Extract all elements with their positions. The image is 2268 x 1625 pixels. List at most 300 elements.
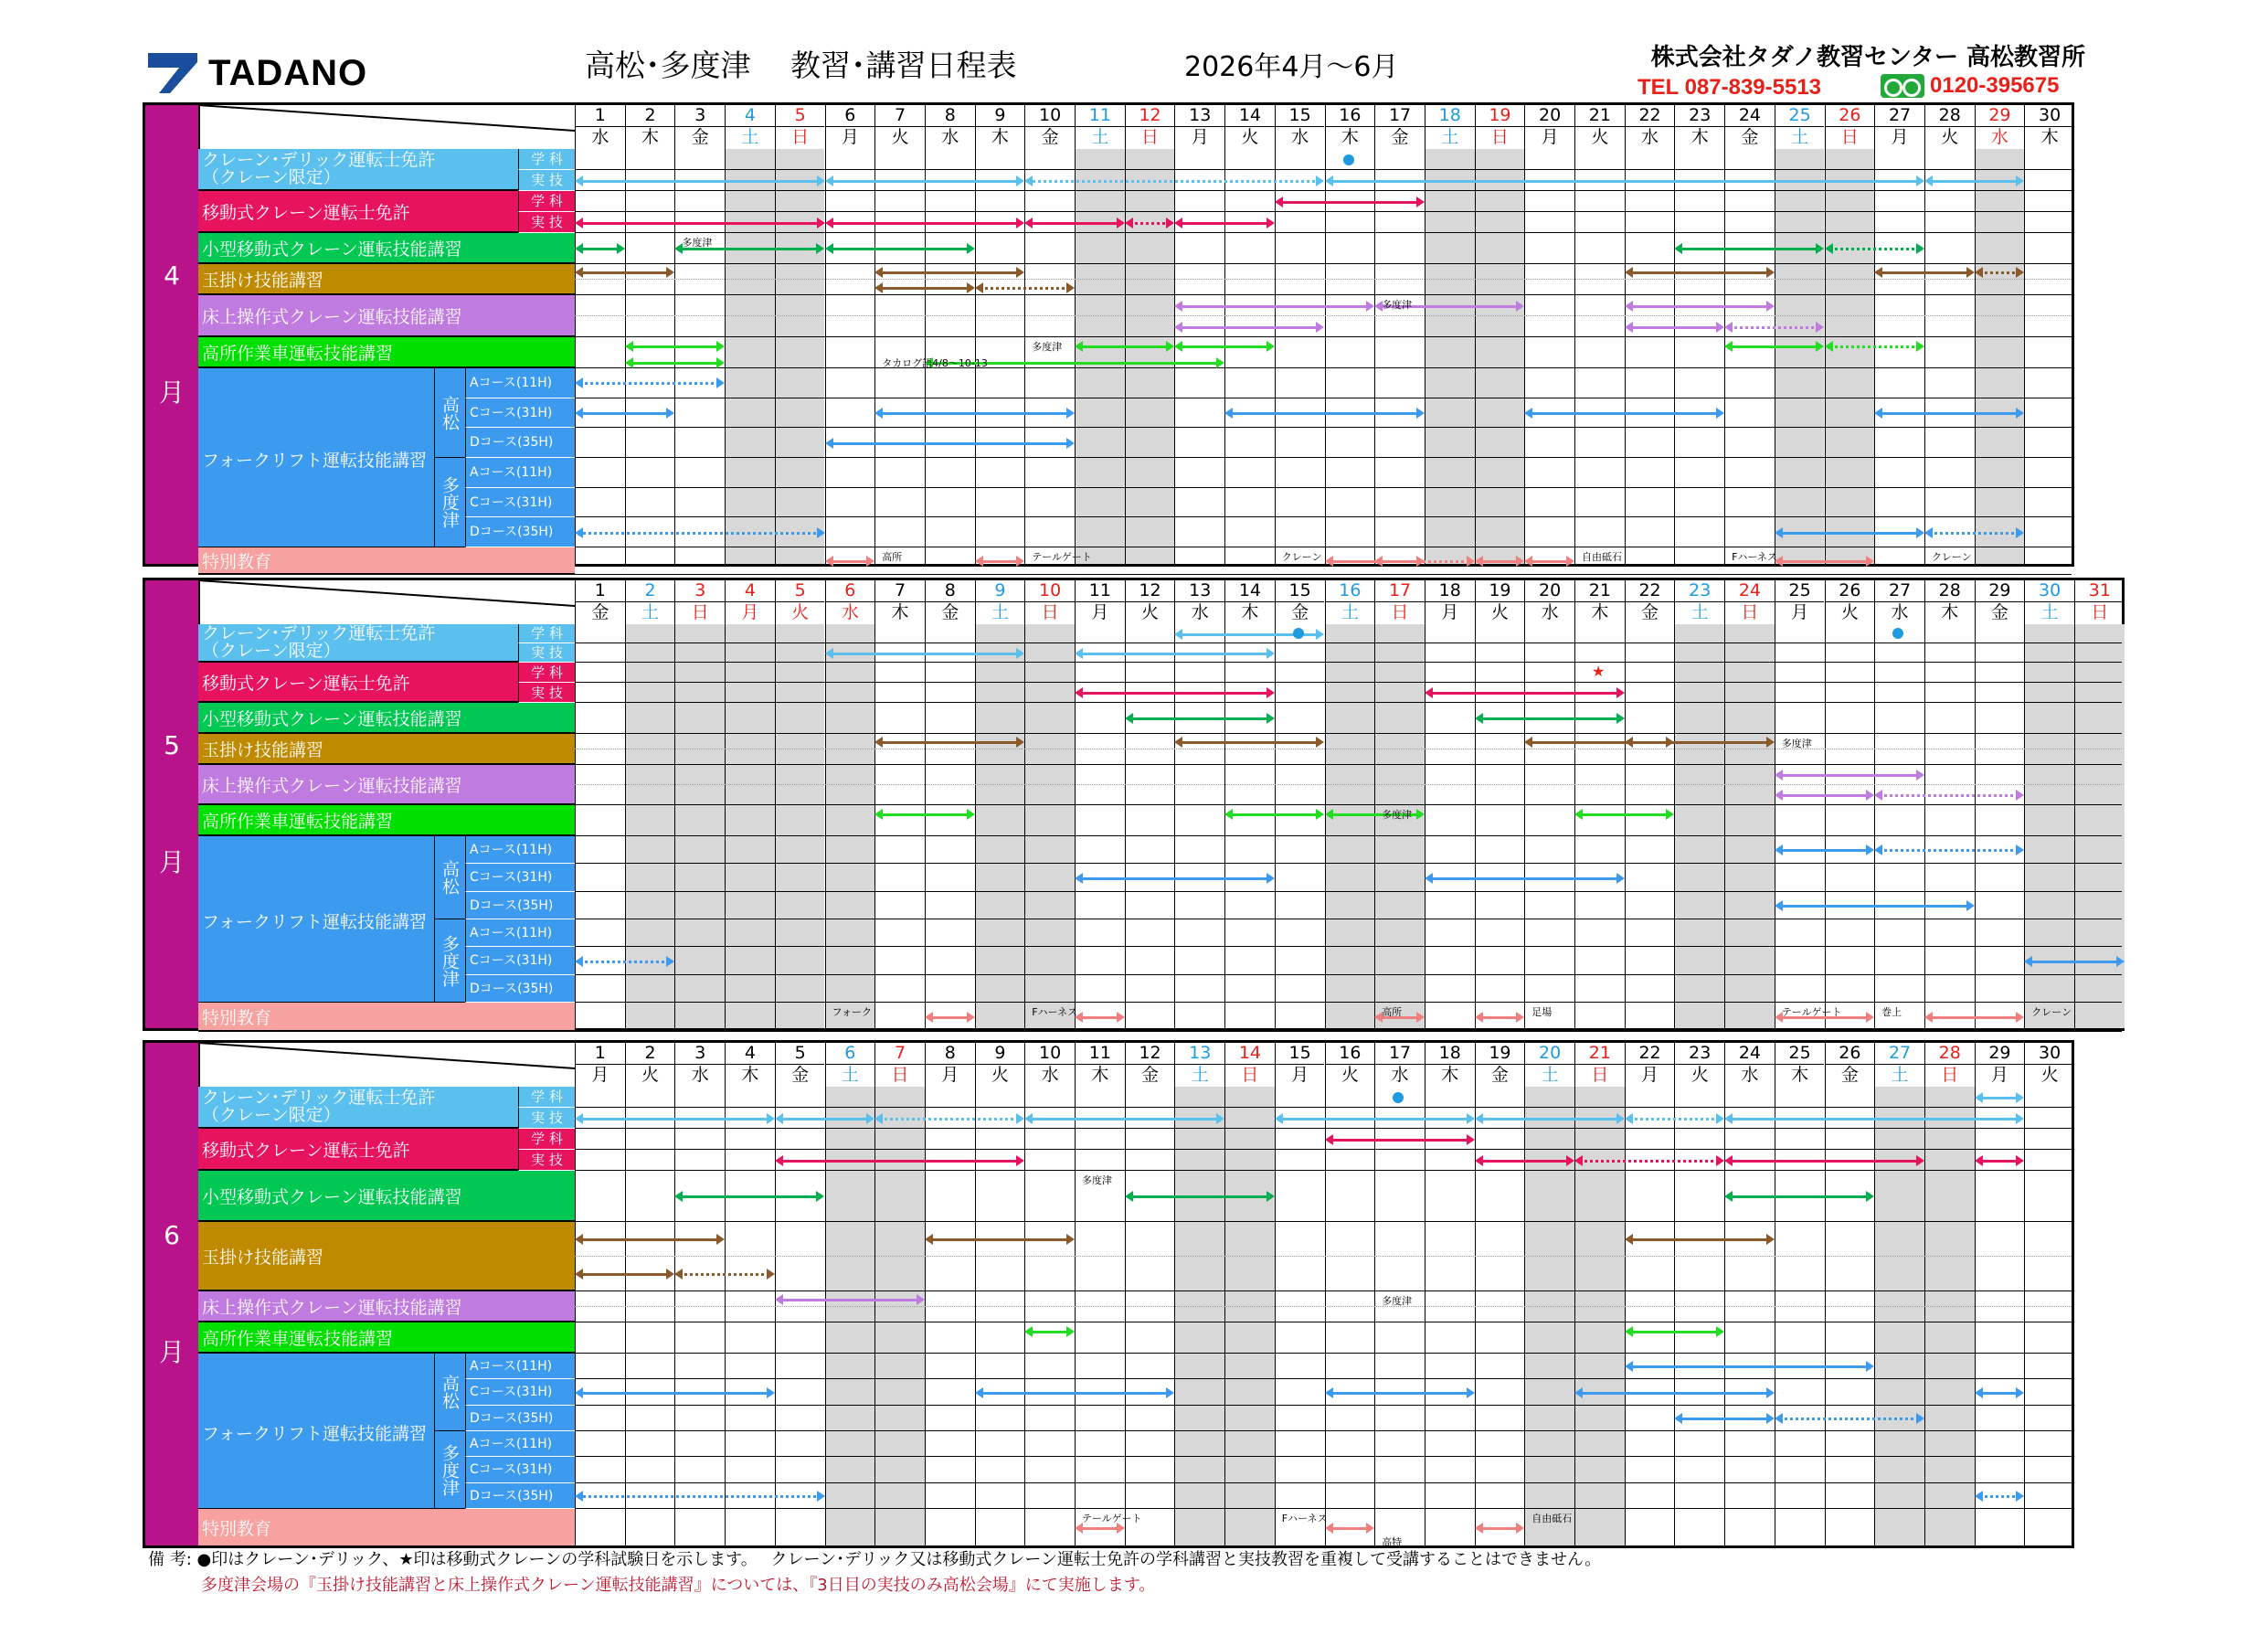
weekday: 土 xyxy=(1690,602,1709,622)
weekday: 日 xyxy=(1391,602,1409,622)
sub-label-gakka xyxy=(518,1129,575,1150)
row-label-floor_crane xyxy=(198,765,575,805)
weekday: 月 xyxy=(941,1065,959,1085)
weekday: 土 xyxy=(1891,1065,1909,1085)
schedule-bar xyxy=(1978,1392,2021,1395)
day-number: 20 xyxy=(1525,105,1574,127)
weekday: 日 xyxy=(1941,1065,1959,1085)
day-header xyxy=(975,105,1025,149)
day-header xyxy=(1975,580,2025,624)
day-number: 17 xyxy=(1375,105,1425,127)
weekday: 金 xyxy=(1990,602,2008,622)
schedule-row xyxy=(575,919,2122,947)
sub-label-text: 学 科 xyxy=(531,625,563,642)
row-label-aerial xyxy=(198,1322,575,1354)
schedule-bar xyxy=(1478,1160,1571,1163)
weekday: 日 xyxy=(1141,127,1160,147)
day-header xyxy=(1574,105,1625,149)
row-label-text: 玉掛け技能講習 xyxy=(202,270,324,291)
day-number: 10 xyxy=(1025,580,1075,602)
day-number: 9 xyxy=(976,1043,1025,1065)
weekday: 日 xyxy=(1840,127,1859,147)
venue-tadotsu xyxy=(434,458,465,547)
day-header xyxy=(2024,580,2074,624)
day-number: 1 xyxy=(576,105,625,127)
day-header xyxy=(775,1043,825,1087)
weekday: 月 xyxy=(1891,127,1909,147)
schedule-note: 多度津 xyxy=(1032,341,1063,353)
crane-exam-dot xyxy=(1293,628,1304,639)
schedule-bar xyxy=(1178,345,1270,348)
schedule-bar xyxy=(1478,1527,1521,1530)
day-header xyxy=(2024,1043,2074,1087)
day-number: 18 xyxy=(1425,1043,1475,1065)
schedule-row xyxy=(575,805,2122,836)
schedule-note: 高所 xyxy=(1382,1006,1403,1018)
course-label xyxy=(465,1406,575,1431)
day-header xyxy=(1574,580,1625,624)
day-header xyxy=(1924,105,1975,149)
schedule-bar xyxy=(1278,201,1421,204)
row-label-mobile_crane xyxy=(198,663,518,703)
schedule-bar xyxy=(578,412,671,415)
day-number: 6 xyxy=(826,1043,875,1065)
day-number: 5 xyxy=(776,580,825,602)
day-header xyxy=(825,105,875,149)
day-number: 26 xyxy=(1826,105,1875,127)
schedule-bar xyxy=(1628,1118,1721,1121)
day-number: 16 xyxy=(1326,1043,1375,1065)
day-number: 5 xyxy=(776,105,825,127)
phone-number: TEL 087-839-5513 xyxy=(1637,75,1822,100)
schedule-bar xyxy=(979,287,1071,290)
day-header xyxy=(1275,580,1325,624)
schedule-bar xyxy=(1778,774,1921,777)
row-label-floor_crane xyxy=(198,1291,575,1322)
row-label-floor_crane xyxy=(198,295,575,337)
day-number: 4 xyxy=(726,580,775,602)
weekday: 水 xyxy=(1741,1065,1759,1085)
schedule-bar xyxy=(928,1238,1071,1241)
weekday: 月 xyxy=(741,602,759,622)
schedule-bar xyxy=(1728,1160,1921,1163)
weekday: 月 xyxy=(1791,602,1809,622)
schedule-row xyxy=(575,663,2122,683)
venue-takamatsu xyxy=(434,1354,465,1431)
weekday: 土 xyxy=(1441,127,1459,147)
day-header xyxy=(1275,105,1325,149)
schedule-note: 多度津 xyxy=(1382,809,1413,821)
day-number: 19 xyxy=(1476,580,1525,602)
day-number: 22 xyxy=(1626,1043,1675,1065)
course-name: Dコース(35H) xyxy=(470,525,554,540)
schedule-bar xyxy=(578,1118,771,1121)
day-header xyxy=(725,1043,775,1087)
schedule-row xyxy=(575,975,2122,1003)
schedule-bar xyxy=(829,180,1022,183)
schedule-bar xyxy=(1378,560,1470,563)
course-label xyxy=(465,864,575,891)
schedule-bar xyxy=(578,180,821,183)
weekday: 日 xyxy=(1041,602,1059,622)
course-label xyxy=(465,368,575,398)
schedule-row xyxy=(575,624,2122,643)
row-label-mobile_crane xyxy=(198,191,518,233)
remarks-line-2: 多度津会場の『玉掛け技能講習と床上操作式クレーン運転技能講習』については、『3日目の実技のみ高松会場』にて実施します。 xyxy=(201,1576,1156,1595)
schedule-bar xyxy=(1628,326,1721,329)
day-header xyxy=(1224,1043,1275,1087)
day-header xyxy=(1125,1043,1175,1087)
schedule-bar xyxy=(878,813,970,816)
day-number: 6 xyxy=(826,580,875,602)
sub-label-gakka xyxy=(518,663,575,683)
weekday: 水 xyxy=(1641,127,1659,147)
schedule-bar xyxy=(878,271,1021,274)
day-header xyxy=(1724,1043,1775,1087)
sub-label-jitsugi xyxy=(518,1150,575,1171)
day-header xyxy=(825,1043,875,1087)
day-header xyxy=(575,1043,625,1087)
course-label xyxy=(465,919,575,947)
schedule-bar xyxy=(1129,717,1271,720)
month-block-4 xyxy=(143,102,2074,572)
schedule-bar xyxy=(928,1016,971,1019)
weekday: 金 xyxy=(1490,1065,1509,1085)
day-header xyxy=(1825,105,1875,149)
schedule-bar xyxy=(1878,849,2020,852)
row-label-aerial xyxy=(198,805,575,836)
course-label xyxy=(465,488,575,518)
day-header xyxy=(1325,1043,1375,1087)
day-header xyxy=(1674,105,1724,149)
row-label-small_mobile xyxy=(198,703,575,734)
day-number: 28 xyxy=(1925,1043,1975,1065)
weekday: 金 xyxy=(1840,1065,1859,1085)
venue-label: 多度津 xyxy=(440,476,460,528)
schedule-bar xyxy=(1828,345,1921,348)
row-label-special xyxy=(198,1003,575,1032)
schedule-bar xyxy=(1278,1118,1471,1121)
schedule-bar xyxy=(678,1195,821,1198)
sub-label-gakka xyxy=(518,624,575,643)
weekday: 木 xyxy=(1591,602,1609,622)
row-label-special xyxy=(198,547,575,575)
row-label-crane_derrick xyxy=(198,1087,518,1129)
course-label xyxy=(465,1483,575,1509)
month-block-6 xyxy=(143,1040,2074,1548)
day-header xyxy=(1024,105,1075,149)
day-number: 11 xyxy=(1076,105,1125,127)
day-number: 25 xyxy=(1775,1043,1825,1065)
weekday: 土 xyxy=(841,1065,859,1085)
weekday: 木 xyxy=(641,127,660,147)
course-label xyxy=(465,947,575,974)
schedule-bar xyxy=(1928,1016,2020,1019)
row-label-text: クレーン･デリック運転士免許 xyxy=(202,150,436,170)
schedule-bar xyxy=(1078,653,1271,655)
schedule-row xyxy=(575,280,2072,295)
schedule-row xyxy=(575,149,2072,170)
weekday: 金 xyxy=(1291,602,1309,622)
sub-label-jitsugi xyxy=(518,643,575,663)
weekday: 火 xyxy=(1840,602,1859,622)
row-label-text: 玉掛け技能講習 xyxy=(202,1247,324,1268)
schedule-bar xyxy=(979,1392,1171,1395)
schedule-bar xyxy=(829,222,1022,225)
weekday: 金 xyxy=(941,602,959,622)
sub-label-jitsugi xyxy=(518,1108,575,1129)
day-header xyxy=(825,580,875,624)
row-label-text: 特別教育 xyxy=(202,1007,272,1028)
weekday: 火 xyxy=(1690,1065,1709,1085)
sub-label-text: 学 科 xyxy=(531,664,563,681)
venue-label: 多度津 xyxy=(440,1443,460,1496)
schedule-note: 自由砥石 xyxy=(1531,1513,1573,1524)
row-label-subtext: （クレーン限定） xyxy=(202,1105,341,1125)
weekday: 土 xyxy=(1541,1065,1559,1085)
day-number: 24 xyxy=(1725,1043,1775,1065)
day-header xyxy=(1825,1043,1875,1087)
day-number: 9 xyxy=(976,105,1025,127)
day-number: 22 xyxy=(1626,580,1675,602)
course-name: Cコース(31H) xyxy=(470,405,553,420)
row-label-text: 小型移動式クレーン運転技能講習 xyxy=(202,1186,462,1207)
weekday: 月 xyxy=(841,127,859,147)
schedule-bar xyxy=(1028,1118,1221,1121)
day-header xyxy=(1224,105,1275,149)
weekday: 日 xyxy=(1741,602,1759,622)
venue-tadotsu xyxy=(434,1431,465,1509)
schedule-bar xyxy=(1528,412,1721,415)
weekday: 木 xyxy=(1341,127,1359,147)
weekday: 月 xyxy=(1291,1065,1309,1085)
schedule-note: 足場 xyxy=(1531,1006,1553,1018)
schedule-bar xyxy=(578,1392,771,1395)
day-header xyxy=(874,580,925,624)
day-number: 19 xyxy=(1476,105,1525,127)
schedule-bar xyxy=(829,560,872,563)
row-label-text: 小型移動式クレーン運転技能講習 xyxy=(202,708,462,729)
day-number: 3 xyxy=(675,580,725,602)
weekday: 木 xyxy=(1091,1065,1109,1085)
schedule-bar xyxy=(1778,1418,1921,1420)
row-label-crane_derrick xyxy=(198,624,518,663)
weekday: 火 xyxy=(641,1065,660,1085)
course-label xyxy=(465,1431,575,1457)
day-number: 13 xyxy=(1175,1043,1224,1065)
day-number: 27 xyxy=(1875,105,1924,127)
day-number: 29 xyxy=(1976,1043,2025,1065)
day-header xyxy=(575,580,625,624)
header-corner xyxy=(198,580,575,626)
schedule-bar xyxy=(1178,222,1270,225)
weekday: 土 xyxy=(1191,1065,1209,1085)
sub-label-gakka xyxy=(518,1087,575,1108)
schedule-bar xyxy=(1778,532,1921,535)
sub-label-text: 実 技 xyxy=(531,1152,563,1168)
company-name: 株式会社タダノ教習センター 高松教習所 xyxy=(1650,44,2085,71)
schedule-bar xyxy=(1678,1418,1770,1420)
day-number: 4 xyxy=(726,1043,775,1065)
schedule-row xyxy=(575,1431,2072,1457)
schedule-bar xyxy=(1329,1139,1471,1142)
course-name: Cコース(31H) xyxy=(470,870,553,886)
day-number: 5 xyxy=(776,1043,825,1065)
weekday: 日 xyxy=(691,602,709,622)
sub-label-gakka xyxy=(518,191,575,212)
schedule-bar xyxy=(1078,1016,1121,1019)
weekday: 木 xyxy=(891,602,909,622)
day-header xyxy=(874,105,925,149)
day-header xyxy=(1325,105,1375,149)
schedule-row xyxy=(575,1379,2072,1405)
day-header xyxy=(1075,580,1125,624)
month-label xyxy=(145,580,200,1028)
day-header xyxy=(1625,580,1675,624)
sub-label-jitsugi xyxy=(518,212,575,233)
schedule-bar xyxy=(1978,1160,2021,1163)
tadano-logo xyxy=(148,51,367,95)
day-header xyxy=(1975,1043,2025,1087)
forklift-label: フォークリフト運転技能講習 xyxy=(202,912,428,932)
weekday: 金 xyxy=(1041,127,1059,147)
weekday: 木 xyxy=(741,1065,759,1085)
day-header xyxy=(625,580,675,624)
day-number: 12 xyxy=(1126,105,1175,127)
schedule-bar xyxy=(578,222,821,225)
venue-label: 高松 xyxy=(440,395,460,430)
day-header xyxy=(2074,580,2125,624)
day-header xyxy=(1425,1043,1475,1087)
weekday: 土 xyxy=(741,127,759,147)
course-name: Aコース(11H) xyxy=(470,1359,553,1374)
schedule-note: 多度津 xyxy=(1082,1174,1112,1186)
day-header xyxy=(775,105,825,149)
day-header xyxy=(1174,105,1224,149)
day-header xyxy=(1024,1043,1075,1087)
month-number: 5 xyxy=(164,729,180,760)
course-label xyxy=(465,975,575,1003)
weekday: 水 xyxy=(1891,602,1909,622)
row-label-text: 小型移動式クレーン運転技能講習 xyxy=(202,239,462,260)
weekday: 火 xyxy=(1490,602,1509,622)
sub-label-gakka xyxy=(518,149,575,170)
day-header xyxy=(674,1043,725,1087)
schedule-note: クレーン xyxy=(1931,551,1972,563)
schedule-bar xyxy=(878,412,1071,415)
weekday: 金 xyxy=(791,1065,810,1085)
schedule-note: テールゲート xyxy=(1781,1006,1842,1018)
day-number: 3 xyxy=(675,105,725,127)
day-number: 11 xyxy=(1076,1043,1125,1065)
weekday: 火 xyxy=(991,1065,1009,1085)
day-header xyxy=(1775,580,1825,624)
schedule-bar xyxy=(678,1273,770,1276)
day-header xyxy=(1174,1043,1224,1087)
schedule-bar xyxy=(1678,248,1820,250)
day-header xyxy=(1125,105,1175,149)
day-number: 2 xyxy=(626,1043,675,1065)
day-number: 26 xyxy=(1826,1043,1875,1065)
row-label-text: 移動式クレーン運転士免許 xyxy=(202,1140,410,1161)
schedule-bar xyxy=(1578,1392,1771,1395)
day-header xyxy=(2024,105,2074,149)
day-number: 1 xyxy=(576,580,625,602)
course-name: Dコース(35H) xyxy=(470,435,554,451)
day-header xyxy=(1374,105,1425,149)
day-header xyxy=(1475,580,1525,624)
tadano-logo-icon xyxy=(148,53,197,93)
row-label-aerial xyxy=(198,337,575,368)
weekday: 金 xyxy=(1641,602,1659,622)
row-label-small_mobile xyxy=(198,1171,575,1222)
day-number: 28 xyxy=(1925,580,1975,602)
schedule-bar xyxy=(878,1118,1021,1121)
day-header xyxy=(1425,105,1475,149)
schedule-bar xyxy=(1329,1392,1471,1395)
weekday: 火 xyxy=(1341,1065,1359,1085)
schedule-note: Fハーネス xyxy=(1732,551,1777,563)
weekday: 木 xyxy=(2040,127,2059,147)
day-number: 15 xyxy=(1276,580,1325,602)
freedial-number: 0120-395675 xyxy=(1930,73,2060,98)
day-number: 18 xyxy=(1425,580,1475,602)
schedule-note: 多度津 xyxy=(1382,1295,1413,1307)
month-label xyxy=(145,105,200,564)
schedule-bar xyxy=(1778,905,1971,908)
schedule-note: 多度津 xyxy=(1382,299,1413,311)
day-header xyxy=(1874,1043,1924,1087)
schedule-bar xyxy=(1129,222,1171,225)
day-header xyxy=(1075,105,1125,149)
day-header xyxy=(575,105,625,149)
sub-label-jitsugi xyxy=(518,170,575,191)
venue-takamatsu xyxy=(434,836,465,919)
schedule-bar xyxy=(1428,692,1621,695)
day-number: 2 xyxy=(626,105,675,127)
schedule-bar xyxy=(1878,271,1970,274)
day-number: 15 xyxy=(1276,1043,1325,1065)
course-name: Cコース(31H) xyxy=(470,1385,553,1400)
weekday: 金 xyxy=(1391,127,1409,147)
schedule-bar xyxy=(1078,345,1171,348)
row-label-forklift xyxy=(198,836,575,1003)
day-number: 17 xyxy=(1375,1043,1425,1065)
row-label-special xyxy=(198,1509,575,1547)
day-number: 25 xyxy=(1775,580,1825,602)
day-header xyxy=(725,580,775,624)
row-label-subtext: （クレーン限定） xyxy=(202,167,341,187)
day-header xyxy=(1425,580,1475,624)
day-header xyxy=(1574,1043,1625,1087)
freedial xyxy=(1881,73,2059,99)
schedule-row xyxy=(575,1307,2072,1322)
schedule-bar xyxy=(1628,741,1771,744)
day-number: 3 xyxy=(675,1043,725,1065)
schedule-note: 巻上 xyxy=(1881,1006,1902,1018)
course-label xyxy=(465,1457,575,1482)
weekday: 水 xyxy=(1291,127,1309,147)
row-label-small_mobile xyxy=(198,233,575,264)
schedule-bar xyxy=(979,560,1022,563)
weekday: 月 xyxy=(1990,1065,2008,1085)
weekday: 水 xyxy=(1990,127,2008,147)
course-name: Dコース(35H) xyxy=(470,897,554,913)
day-number: 8 xyxy=(926,1043,975,1065)
weekday: 水 xyxy=(1391,1065,1409,1085)
weekday: 火 xyxy=(1941,127,1959,147)
day-header xyxy=(1325,580,1375,624)
